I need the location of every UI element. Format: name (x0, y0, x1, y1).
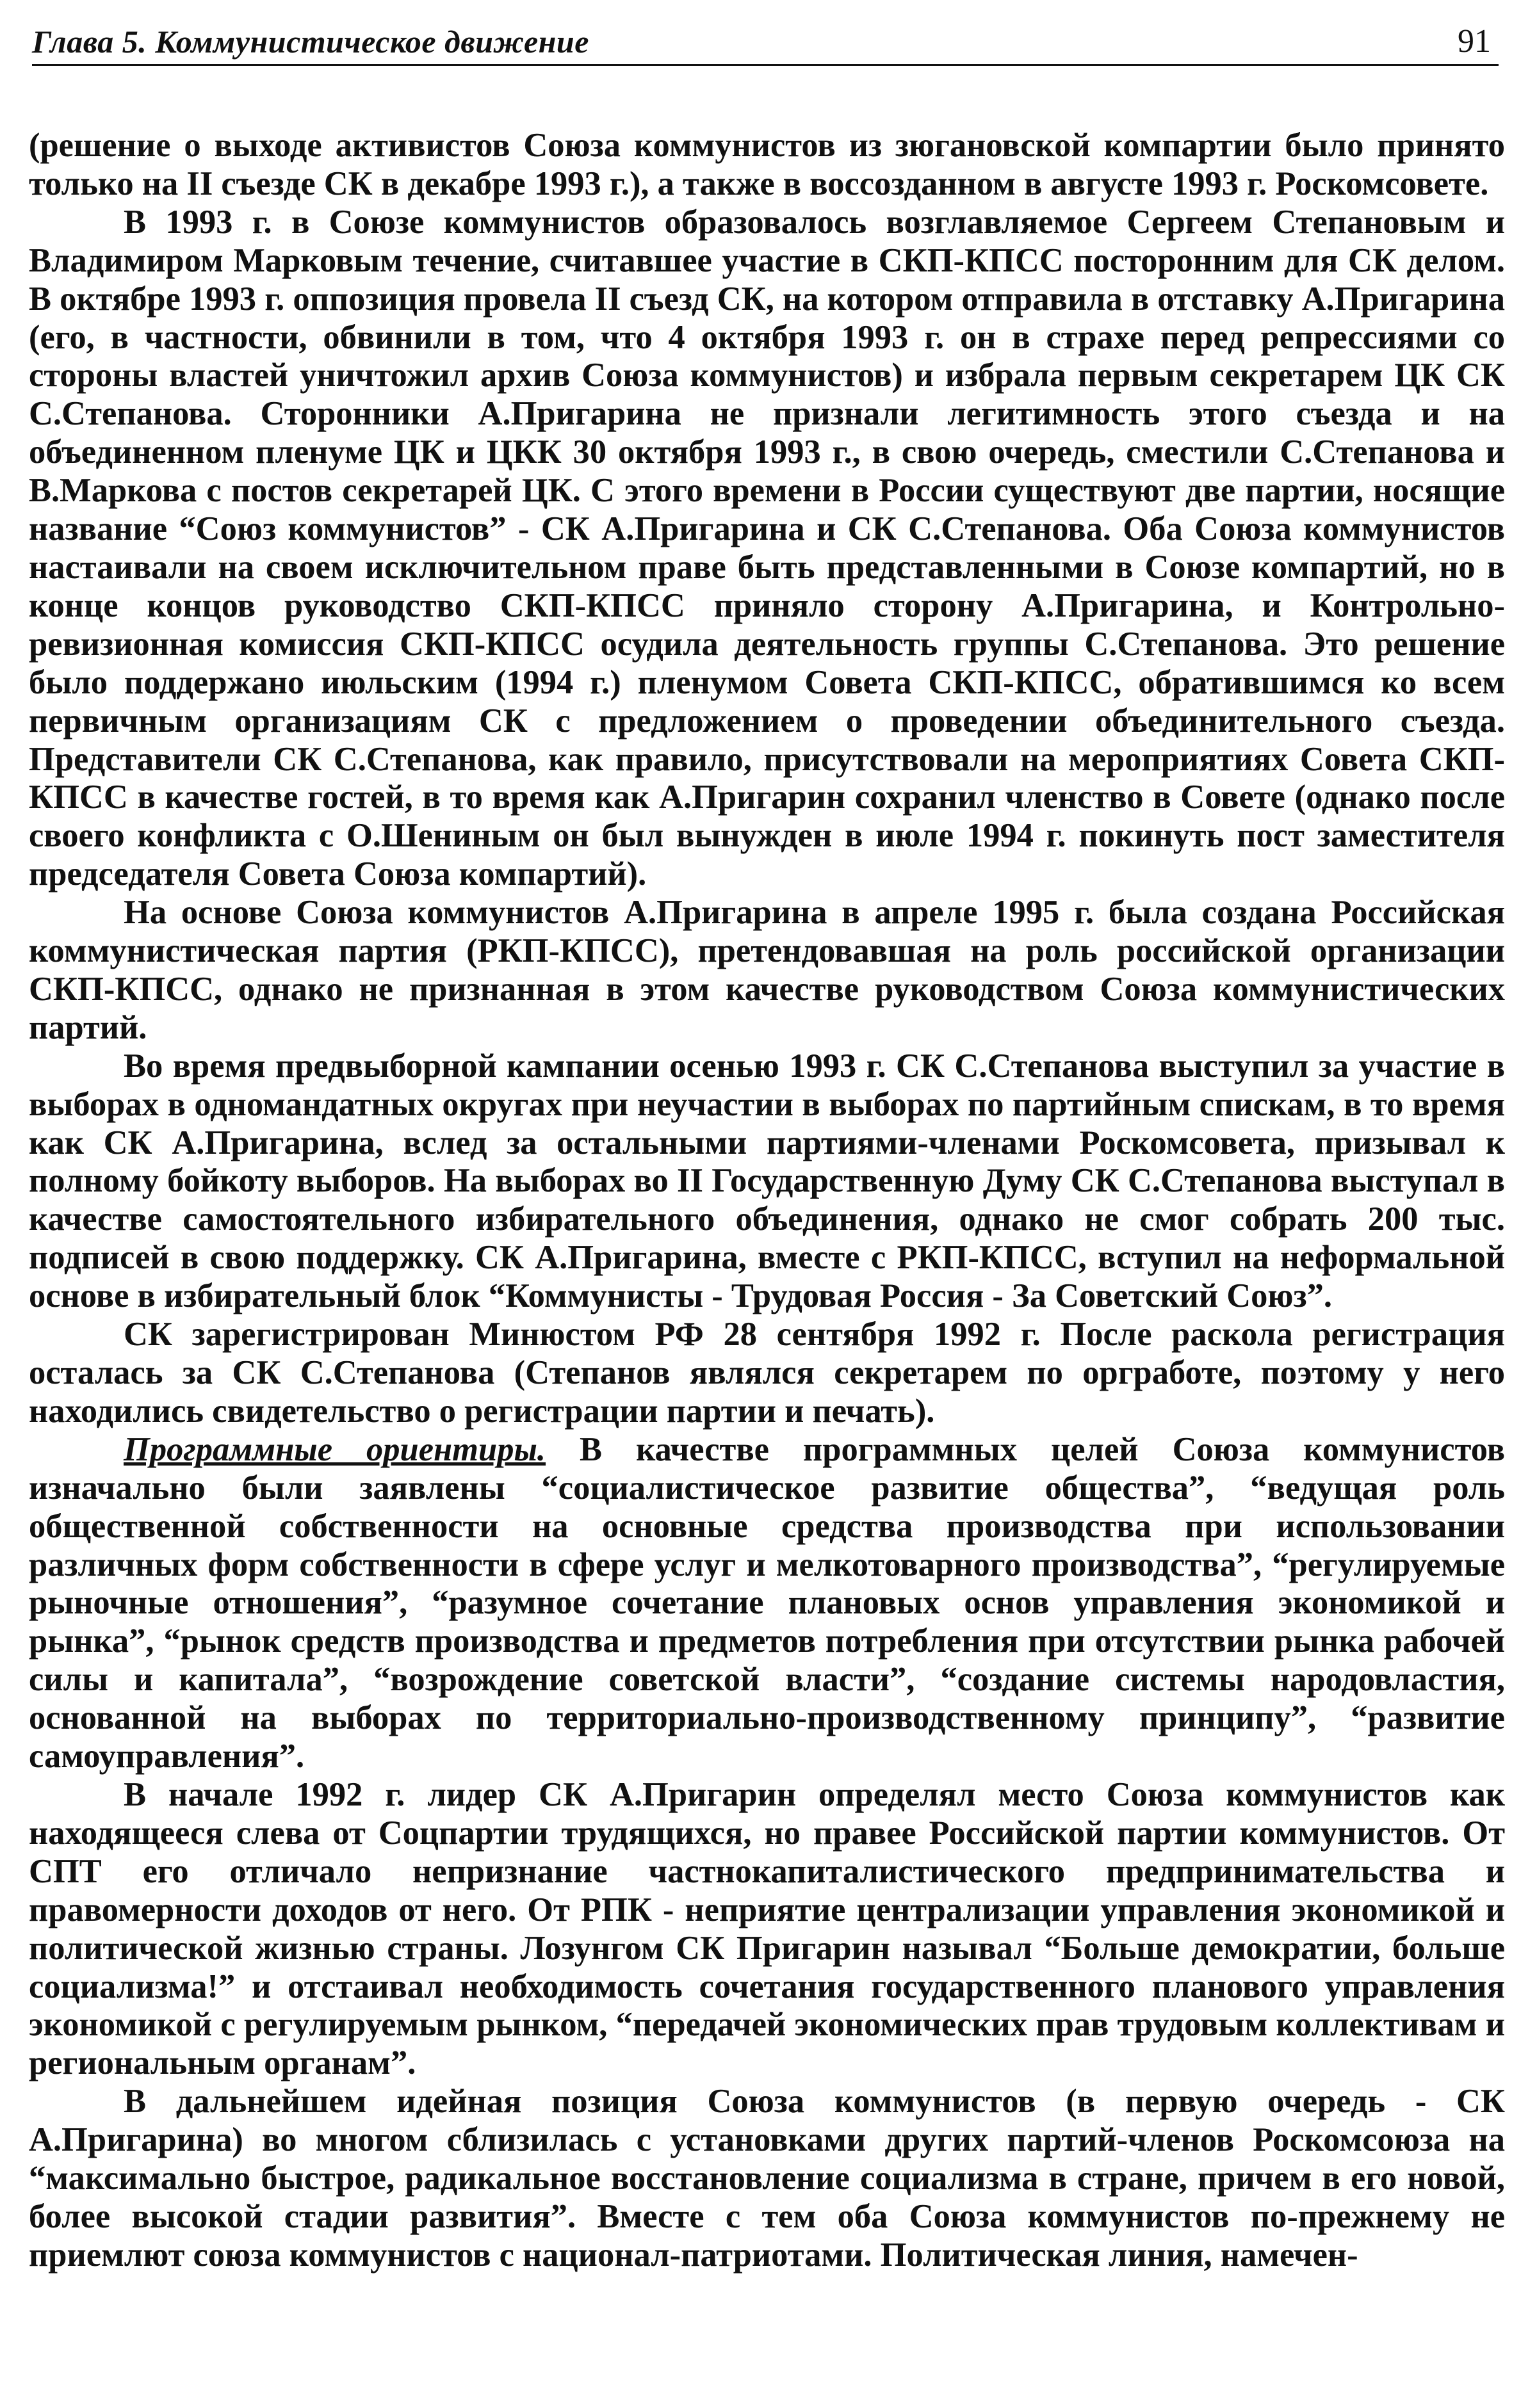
paragraph-text: СК зарегистрирован Минюстом РФ 28 сентября 1992 г. После раскола регистрация осталась за СК С.Степанова (Степанов являлся секретарем по оргработе, поэтому у него находились свидетельство о регистрации партии и печать). (29, 1316, 1505, 1430)
paragraph-text: На основе Союза коммунистов А.Пригарина в апреле 1995 г. была создана Российская коммунистическая партия (РКП-КПСС), претендовавшая на роль российской организации СКП-КПСС, однако не признанная в этом качестве руководством Союза коммунистических партий. (29, 894, 1505, 1046)
paragraph-registration (29, 1316, 1505, 1431)
running-header (32, 19, 1499, 66)
paragraph-continuation (29, 127, 1505, 204)
paragraph-text: В начале 1992 г. лидер СК А.Пригарин определял место Союза коммунистов как находящееся слева от Соцпартии трудящихся, но правее Российской партии коммунистов. От СПТ его отличало непризнание частнокапиталистического предпринимательства и правомерности доходов от него. От РПК - неприятие централизации управления экономикой и политической жизнью страны. Лозунгом СК Пригарин называл “Больше демократии, больше социализма!” и отстаивал необходимость сочетания государственного планового управления экономикой с регулируемым рынком, “передачей экономических прав трудовым коллективам и региональным органам”. (29, 1775, 1505, 2082)
paragraph-position-1992 (29, 1776, 1505, 2083)
paragraph-text: В дальнейшем идейная позиция Союза коммунистов (в первую очередь - СК А.Пригарина) во многом сблизилась с установками других партий-членов Роскомсоюза на “максимально быстрое, радикальное восстановление социализма в стране, причем в его новой, более высокой стадии развития”. Вместе с тем оба Союза коммунистов по-прежнему не приемлют союза коммунистов с национал-патриотами. Политическая линия, намечен- (29, 2083, 1505, 2274)
body-text (29, 127, 1505, 2275)
chapter-title: Глава 5. Коммунистическое движение (32, 24, 589, 60)
paragraph-text: (решение о выходе активистов Союза коммунистов из зюгановской компартии было принято только на II съезде СК в декабре 1993 г.), а также в воссозданном в августе 1993 г. Роскомсовете. (29, 127, 1505, 202)
paragraph-split-1993 (29, 204, 1505, 894)
section-heading: Программные ориентиры. (124, 1430, 546, 1468)
paragraph-text: Во время предвыборной кампании осенью 1993 г. СК С.Степанова выступил за участие в выборах в одномандатных округах при неучастии в выборах по партийным спискам, в то время как СК А.Пригарина, вслед за остальными партиями-членами Роскомсовета, призывал к полному бойкоту выборов. На выборах во II Государственную Думу СК С.Степанова выступал в качестве самостоятельного избирательного объединения, однако не смог собрать 200 тыс. подписей в свою поддержку. СК А.Пригарина, вместе с РКП-КПСС, вступил на неформальной основе в избирательный блок “Коммунисты - Трудовая Россия - За Советский Союз”. (29, 1047, 1505, 1315)
paragraph-text: В 1993 г. в Союзе коммунистов образовалось возглавляемое Сергеем Степановым и Владимиром Марковым течение, считавшее участие в СКП-КПСС посторонним для СК делом. В октябре 1993 г. оппозиция провела II съезд СК, на котором отправила в отставку А.Пригарина (его, в частности, обвинили в том, что 4 октября 1993 г. он в страхе перед репрессиями со стороны властей уничтожил архив Союза коммунистов) и избрала первым секретарем ЦК СК С.Степанова. Сторонники А.Пригарина не признали легитимность этого съезда и на объединенном пленуме ЦК и ЦКК 30 октября 1993 г., в свою очередь, сместили С.Степанова и В.Маркова с постов секретарей ЦК. С этого времени в России существуют две партии, носящие название “Союз коммунистов” - СК А.Пригарина и СК С.Степанова. Оба Союза коммунистов настаивали на своем исключительном праве быть представленными в Союзе компартий, но в конце концов руководство СКП-КПСС приняло сторону А.Пригарина, и Контрольно-ревизионная комиссия СКП-КПСС осудила деятельность группы С.Степанова. Это решение было поддержано июльским (1994 г.) пленумом Совета СКП-КПСС, обратившимся ко всем первичным организациям СК с предложением о проведении объединительного съезда. Представители СК С.Степанова, как правило, присутствовали на мероприятиях Совета СКП-КПСС в качестве гостей, в то время как А.Пригарин сохранил членство в Совете (однако после своего конфликта с О.Шениным он был вынужден в июле 1994 г. покинуть пост заместителя председателя Совета Союза компартий). (29, 203, 1505, 893)
paragraph-later-position (29, 2083, 1505, 2275)
page-number: 91 (1458, 23, 1491, 60)
paragraph-program (29, 1431, 1505, 1776)
paragraph-election-1993 (29, 1047, 1505, 1316)
paragraph-rkp-kpss (29, 894, 1505, 1047)
paragraph-text: В качестве программных целей Союза коммунистов изначально были заявлены “социалистическое развитие общества”, “ведущая роль общественной собственности на основные средства производства при использовании различных форм собственности в сфере услуг и мелкотоварного производства”, “регулируемые рыночные отношения”, “разумное сочетание плановых основ управления экономикой и рынка”, “рынок средств производства и предметов потребления при отсутствии рынка рабочей силы и капитала”, “возрождение советской власти”, “создание системы народовластия, основанной на выборах по территориально-производственному принципу”, “развитие самоуправления”. (29, 1430, 1505, 1775)
